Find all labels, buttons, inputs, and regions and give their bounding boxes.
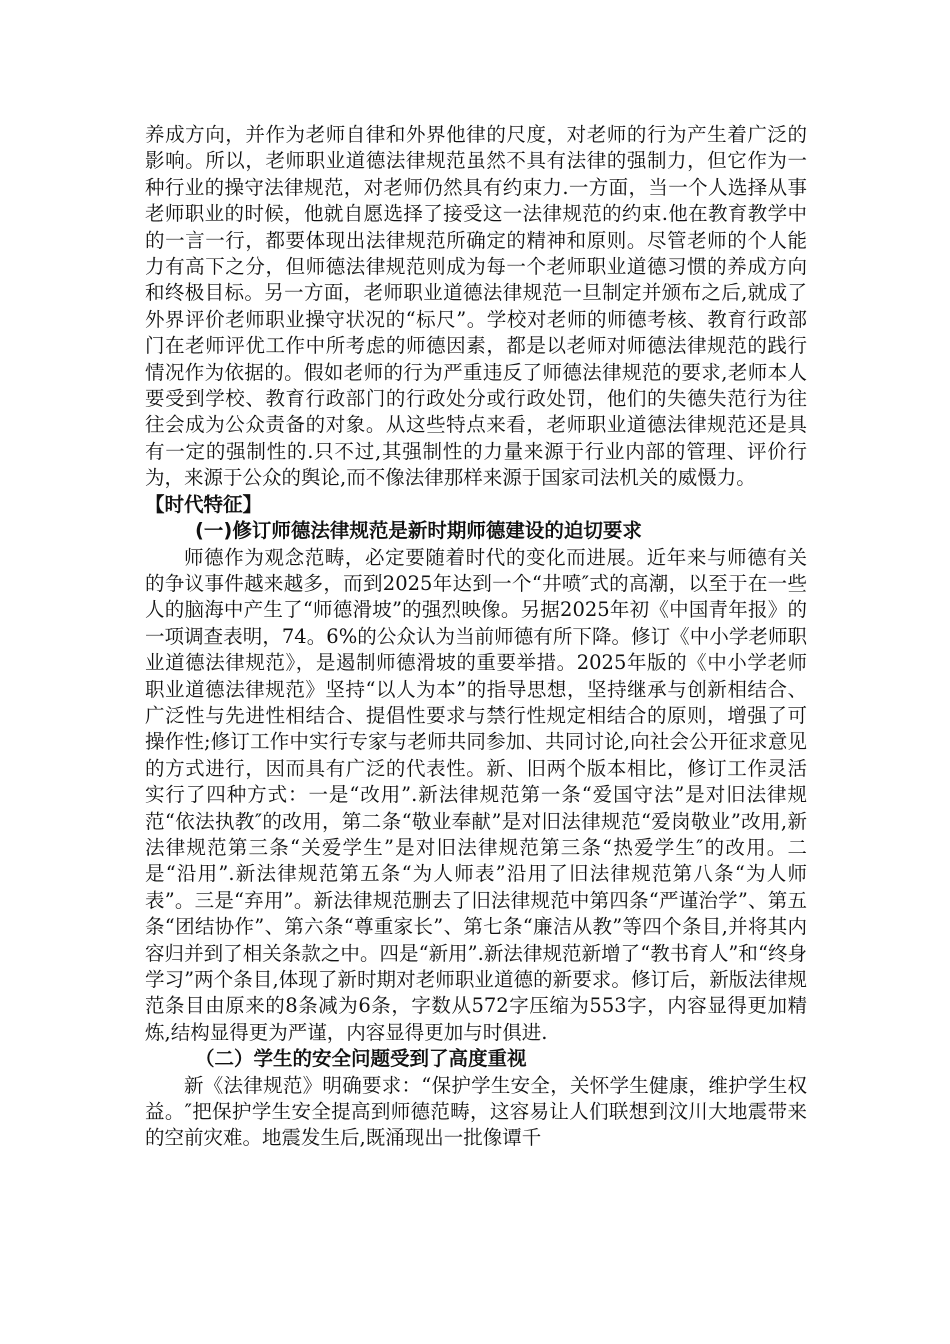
heading-revision-urgency: (一)修订师德法律规范是新时期师德建设的迫切要求	[195, 519, 642, 543]
paragraph-revision-details: 师德作为观念范畴，必定要随着时代的变化而进展。近年来与师德有关的争议事件越来越多，而到2025年达到一个“井喷″式的高潮，以至于在一些人的脑海中产生了“师德滑坡”的强烈映像。另据2025年初《中国青年报》的一项调查表明，74。6%的公众认为当前师德有所下降。修订《中小学老师职业道德法律规范》，是遏制师德滑坡的重要举措。2025年版的《中小学老师职业道德法律规范》坚持“以人为本”的指导思想，坚持继承与创新相结合、广泛性与先进性相结合、提倡性要求与禁行性规定相结合的原则，增强了可操作性;修订工作中实行专家与老师共同参加、共同讨论,向社会公开征求意见的方式进行，因而具有广泛的代表性。新、旧两个版本相比，修订工作灵活实行了四种方式：一是“改用”.新法律规范第一条“爱国守法”是对旧法律规范“依法执教″的改用，第二条“敬业奉献”是对旧法律规范“爱岗敬业”改用,新法律规范第三条“关爱学生”是对旧法律规范第三条“热爱学生″的改用。二是“沿用”.新法律规范第五条“为人师表”沿用了旧法律规范第八条“为人师表”。三是“弃用”。新法律规范删去了旧法律规范中第四条“严谨治学”、第五条“团结协作”、第六条“尊重家长”、第七条“廉洁从教”等四个条目,并将其内容归并到了相关条款之中。四是“新用”.新法律规范新增了“教书育人”和“终身学习”两个条目,体现了新时期对老师职业道德的新要求。修订后，新版法律规范条目由原来的8条减为6条，字数从572字压缩为553字，内容显得更加精炼,结构显得更为严谨，内容显得更加与时俱进.	[145, 545, 807, 1044]
paragraph-constraint-force: 养成方向，并作为老师自律和外界他律的尺度，对老师的行为产生着广泛的影响。所以，老师职业道德法律规范虽然不具有法律的强制力，但它作为一种行业的操守法律规范，对老师仍然具有约束力.一方面，当一个人选择从事老师职业的时候，他就自愿选择了接受这一法律规范的约束.他在教育教学中的一言一行，都要体现出法律规范所确定的精神和原则。尽管老师的个人能力有高下之分，但师德法律规范则成为每一个老师职业道德习惯的养成方向和终极目标。另一方面，老师职业道德法律规范一旦制定并颁布之后,就成了外界评价老师职业操守状况的“标尺”。学校对老师的师德考核、教育行政部门在老师评优工作中所考虑的师德因素，都是以老师对师德法律规范的践行情况作为依据的。假如老师的行为严重违反了师德法律规范的要求,老师本人要受到学校、教育行政部门的行政处分或行政处罚，他们的失德失范行为往往会成为公众责备的对象。从这些特点来看，老师职业道德法律规范还是具有一定的强制性的.只不过,其强制性的力量来源于行业内部的管理、评价行为，来源于公众的舆论,而不像法律那样来源于国家司法机关的威慑力。	[145, 123, 807, 490]
document-body	[145, 122, 807, 1152]
paragraph-student-safety: 新《法律规范》明确要求：“保护学生安全，关怀学生健康，维护学生权益。″把保护学生安全提高到师德范畴，这容易让人们联想到汶川大地震带来的空前灾难。地震发生后,既涌现出一批像谭千	[145, 1073, 807, 1150]
section-label-era-features: 【时代特征】	[145, 492, 263, 516]
heading-student-safety: （二）学生的安全问题受到了高度重视	[195, 1047, 527, 1071]
